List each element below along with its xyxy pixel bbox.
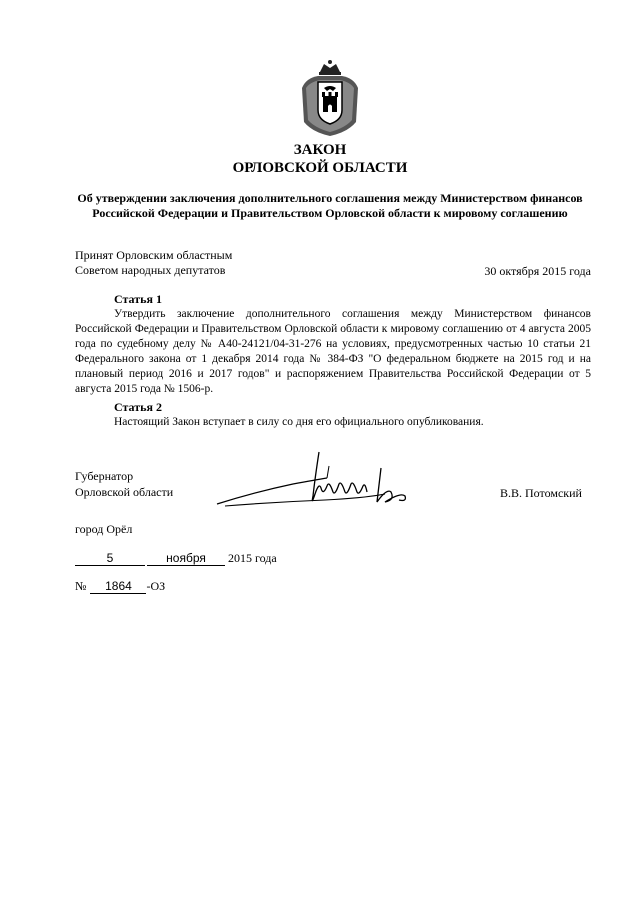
position-line-2: Орловской области <box>75 485 174 499</box>
signatory-position <box>75 468 173 500</box>
number-value: 1864 <box>90 579 146 594</box>
signatory-name: В.В. Потомский <box>500 486 582 500</box>
adoption-line-1: Принят Орловским областным <box>75 248 233 262</box>
adoption-date: 30 октября 2015 года <box>484 264 591 278</box>
article-1-text: Утвердить заключение дополнительного соглашения между Министерством финансов Российской Федерации и Правительством Орловской области к мировому соглашению от 4 августа 2005 года по судебному делу № А40-24121/04-31-276 на условиях, предусмотренных частью 10 статьи 21 Федерального закона от 1 декабря 2014 года № 384-ФЗ "О федеральном бюджете на 2015 год и на плановый период 2016 и 2017 годов" и распоряжением Правительства Российской Федерации от 5 августа 2015 года № 1506-р. <box>75 308 591 395</box>
law-number <box>75 579 165 594</box>
city: город Орёл <box>75 522 133 536</box>
region-title: ОРЛОВСКОЙ ОБЛАСТИ <box>232 160 408 176</box>
adoption-block <box>75 248 232 278</box>
coat-of-arms-icon <box>298 58 362 138</box>
signing-month: ноября <box>147 551 225 566</box>
law-title: ЗАКОН <box>293 142 347 158</box>
signing-date <box>75 551 277 566</box>
article-2-heading: Статья 2 <box>114 400 162 414</box>
article-2-text: Настоящий Закон вступает в силу со дня его официального опубликования. <box>114 416 484 428</box>
position-line-1: Губернатор <box>75 469 134 483</box>
number-suffix: -ОЗ <box>146 579 166 593</box>
signing-day: 5 <box>75 551 145 566</box>
number-prefix: № <box>75 579 87 593</box>
article-1-heading: Статья 1 <box>114 292 162 306</box>
signing-year: 2015 года <box>228 551 277 565</box>
law-subject: Об утверждении заключения дополнительного соглашения между Министерством финансов Российской Федерации и Правительством Орловской области к мировому соглашению <box>77 191 583 220</box>
adoption-line-2: Советом народных депутатов <box>75 263 226 277</box>
handwritten-signature-icon <box>215 448 415 518</box>
